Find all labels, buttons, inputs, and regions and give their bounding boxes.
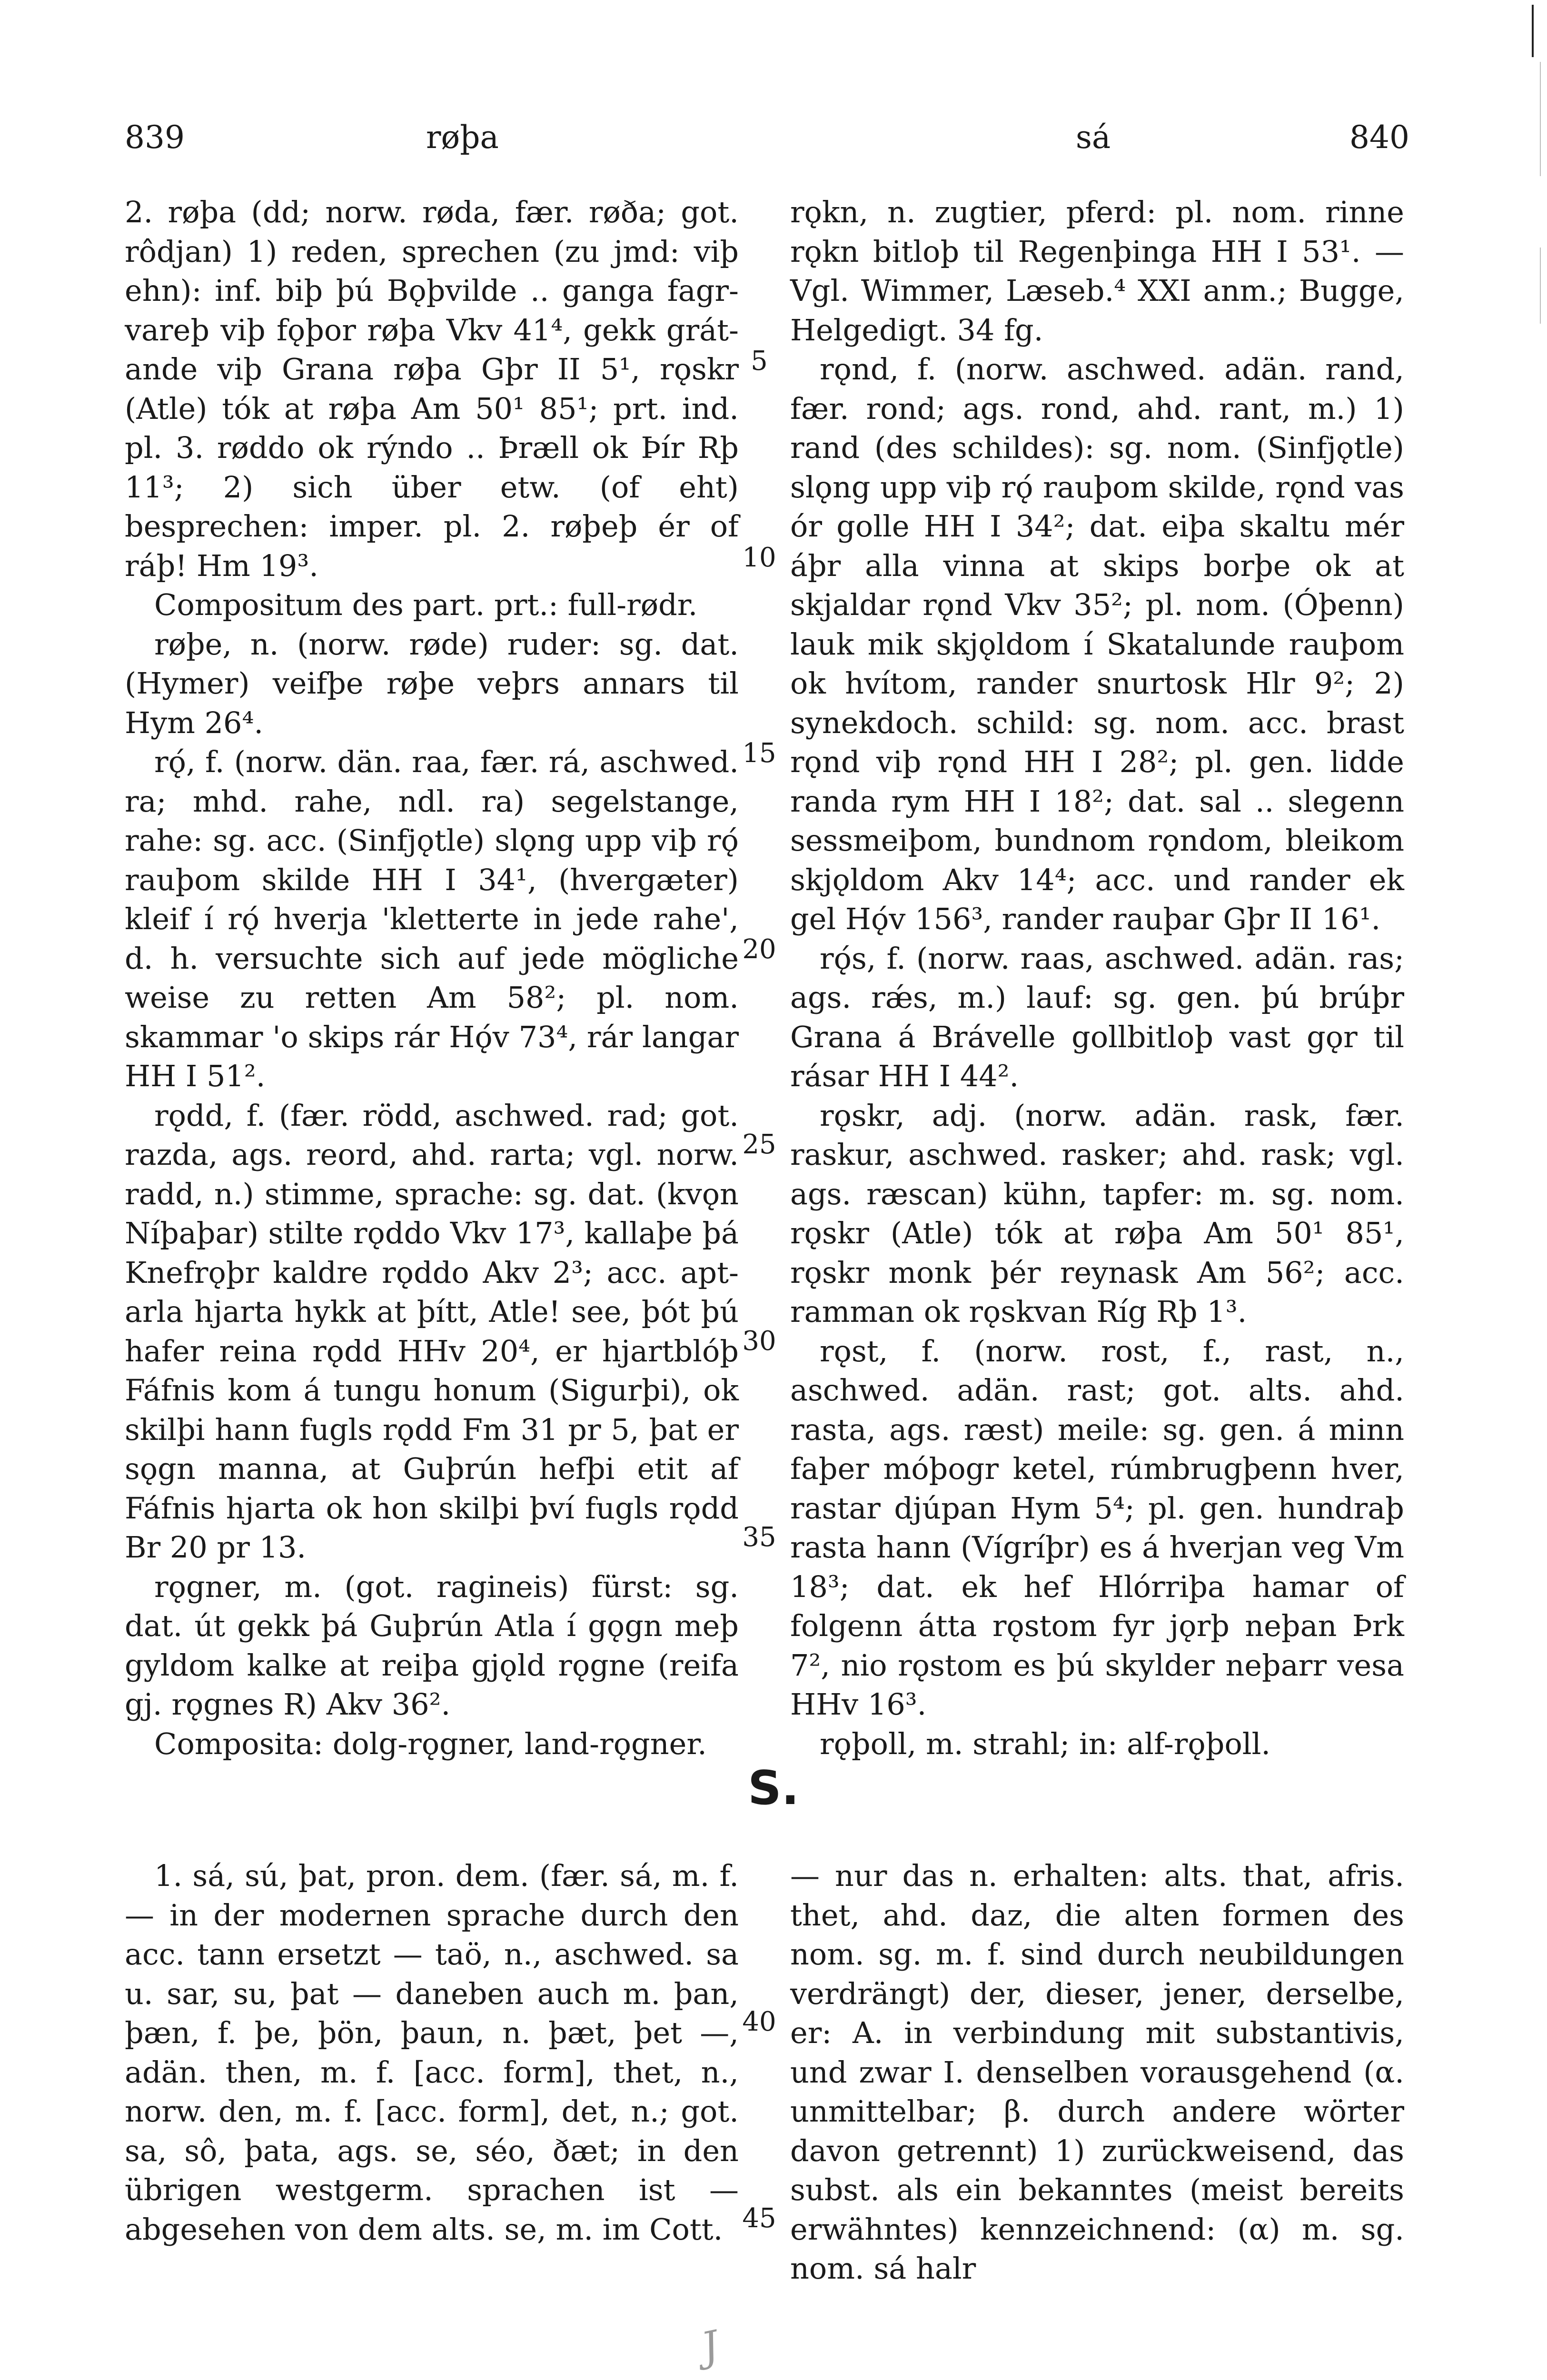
entry-rogner: rǫgner, m. (got. ragineis) fürst: sg. dat. út gekk þá Guþrún Atla í gǫgn meþ gyldom kalke at reiþa gjǫld rǫgne (reifa gj. rǫgnes R) Akv 36². bbox=[125, 1569, 739, 1722]
entry-sa-continued: — nur das n. erhalten: alts. that, afris. thet, ahd. daz, die alten formen des nom. sg. m. f. sind durch neubildungen verdrängt) der, dieser, jener, derselbe, er: A. in verbindung mit substantivis, und zwar I. denselben vorausgehend (α. unmittelbar; β. durch andere wörter davon getrennt) 1) zurückweisend, das subst. als ein bekanntes (meist bereits erwähntes) kennzeichnend: (α) m. sg. nom. sá halr bbox=[790, 1858, 1404, 2286]
entry-composita: Composita: dolg-rǫgner, land-rǫgner. bbox=[154, 1726, 707, 1761]
entry-compositum: Compositum des part. prt.: full-rødr. bbox=[154, 587, 698, 622]
line-number: 15 bbox=[742, 738, 776, 769]
entry-roeþa: 2. røþa (dd; norw. røda, fær. røða; got. rôdjan) 1) reden, sprechen (zu jmd: viþ ehn): inf. biþ þú Bǫþvilde .. ganga fagrvareþ viþ fǫþor røþa Vkv 41⁴, gekk grátande viþ Grana røþa Gþr II 5¹, rǫskr (Atle) tók at røþa Am 50¹ 85¹; prt. ind. pl. 3. røddo ok rýndo .. Þræll ok Þír Rþ 11³; 2) sich über etw. (of eht) besprechen: imper. pl. 2. røþeþ ér of ráþ! Hm 19³. bbox=[125, 195, 739, 583]
entry-ros: rǫ́s, f. (norw. raas, aschwed. adän. ras; ags. rǽs, m.) lauf: sg. gen. þú brúþr Grana á Brávelle gollbitloþ vast gǫr til rásar HH I 44². bbox=[790, 941, 1404, 1093]
pencil-mark: J bbox=[697, 2321, 723, 2371]
entry-rond: rǫnd, f. (norw. aschwed. adän. rand, fær. rond; ags. rond, ahd. rant, m.) 1) rand (des schildes): sg. nom. (Sinfjǫtle) slǫng upp viþ rǫ́ rauþom skilde, rǫnd vas ór golle HH I 34²; dat. eiþa skaltu mér áþr alla vinna at skips borþe ok at skjaldar rǫnd Vkv 35²; pl. nom. (Óþenn) lauk mik skjǫldom í Skatalunde rauþom ok hvítom, rander snurtosk Hlr 9²; 2) synekdoch. schild: sg. nom. acc. brast rǫnd viþ rǫnd HH I 28²; pl. gen. lidde randa rym HH I 18²; dat. sal .. slegenn sessmeiþom, bundnom rǫndom, bleikom skjǫldom Akv 14⁴; acc. und rander ek gel Hǫ́v 156³, rander rauþar Gþr II 16¹. bbox=[790, 352, 1404, 936]
line-number: 40 bbox=[742, 2006, 776, 2037]
line-number: 10 bbox=[742, 542, 776, 573]
entry-roskr: rǫskr, adj. (norw. adän. rask, fær. raskur, aschwed. rasker; ahd. rask; vgl. ags. ræscan) kühn, tapfer: m. sg. nom. rǫskr (Atle) tók at røþa Am 50¹ 85¹, rǫskr monk þér reynask Am 56²; acc. ramman ok rǫskvan Ríg Rþ 1³. bbox=[790, 1098, 1404, 1329]
right-running-head: sá bbox=[1076, 119, 1111, 156]
entry-rodd: rǫdd, f. (fær. rödd, aschwed. rad; got. razda, ags. reord, ahd. rarta; vgl. norw. radd, n.) stimme, sprache: sg. dat. (kvǫn Níþaþar) stilte rǫddo Vkv 17³, kallaþe þá Knefrǫþr kaldre rǫddo Akv 2³; acc. aptarla hjarta hykk at þítt, Atle! see, þót þú hafer reina rǫdd HHv 20⁴, er hjartblóþ Fáfnis kom á tungu honum (Sigurþi), ok skilþi hann fugls rǫdd Fm 31 pr 5, þat er sǫgn manna, at Guþrún hefþi etit af Fáfnis hjarta ok hon skilþi því fugls rǫdd Br 20 pr 13. bbox=[125, 1098, 739, 1565]
line-number: 5 bbox=[751, 346, 768, 377]
entry-sa: 1. sá, sú, þat, pron. dem. (fær. sá, m. f. — in der modernen sprache durch den acc. tann ersetzt — taö, n., aschwed. sa u. sar, su, þat — daneben auch m. þan, þæn, f. þe, þön, þaun, n. þæt, þet —, adän. then, m. f. [acc. form], thet, n., norw. den, m. f. [acc. form], det, n.; got. sa, sô, þata, ags. se, séo, ðæt; in den übrigen westgerm. sprachen ist — abgesehen von dem alts. se, m. im Cott. bbox=[125, 1858, 739, 2247]
bottom-left-column bbox=[125, 1856, 739, 2249]
left-page-number: 839 bbox=[125, 119, 185, 156]
section-heading-s: S. bbox=[748, 1761, 799, 1815]
page-edge-mark bbox=[1532, 5, 1534, 57]
entry-roeþe: røþe, n. (norw. røde) ruder: sg. dat. (Hymer) veifþe røþe veþrs annars til Hym 26⁴. bbox=[125, 626, 739, 740]
edge-scratch bbox=[1540, 62, 1541, 176]
entry-ro: rǫ́, f. (norw. dän. raa, fær. rá, aschwed. ra; mhd. rahe, ndl. ra) segelstange, rahe: sg. acc. (Sinfjǫtle) slǫng upp viþ rǫ́ rauþom skilde HH I 34¹, (hvergæter) kleif í rǫ́ hverja 'kletterte in jede rahe', d. h. versuchte sich auf jede mögliche weise zu retten Am 58²; pl. nom. skammar 'o skips rár Hǫ́v 73⁴, rár langar HH I 51². bbox=[125, 744, 739, 1093]
entry-rost: rǫst, f. (norw. rost, f., rast, n., aschwed. adän. rast; got. alts. ahd. rasta, ags. ræst) meile: sg. gen. á minn faþer móþogr ketel, rúmbrugþenn hver, rastar djúpan Hym 5⁴; pl. gen. hundraþ rasta hann (Vígríþr) es á hverjan veg Vm 18³; dat. ek hef Hlórriþa hamar of folgenn átta rǫstom fyr jǫrþ neþan Þrk 7², nio rǫstom es þú skylder neþarr vesa HHv 16³. bbox=[790, 1333, 1404, 1722]
right-page-number: 840 bbox=[1349, 119, 1409, 156]
line-number: 35 bbox=[742, 1522, 776, 1553]
right-column bbox=[790, 193, 1404, 1764]
left-column bbox=[125, 193, 739, 1764]
line-number: 20 bbox=[742, 934, 776, 965]
line-number: 30 bbox=[742, 1326, 776, 1357]
edge-scratch bbox=[1540, 248, 1541, 324]
left-running-head: røþa bbox=[426, 119, 499, 156]
line-number: 45 bbox=[742, 2203, 776, 2234]
bottom-right-column bbox=[790, 1856, 1404, 2289]
entry-rokn: rǫkn, n. zugtier, pferd: pl. nom. rinne rǫkn bitloþ til Regenþinga HH I 53¹. — Vgl. Wimmer, Læseb.⁴ XXI anm.; Bugge, Helgedigt. 34 fg. bbox=[790, 195, 1404, 347]
line-number: 25 bbox=[742, 1129, 776, 1160]
entry-roþoll: rǫþoll, m. strahl; in: alf-rǫþoll. bbox=[820, 1726, 1271, 1761]
